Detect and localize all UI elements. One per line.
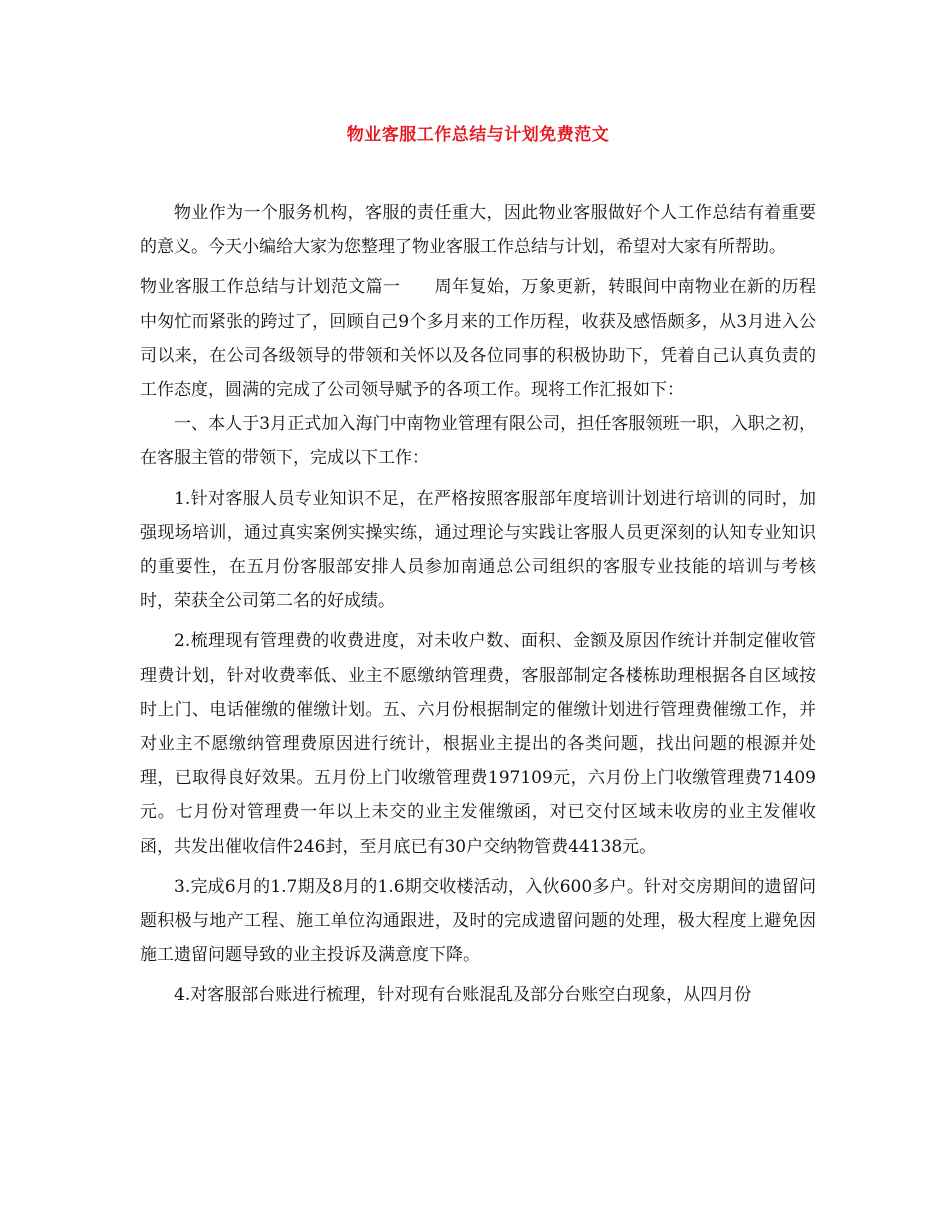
section-lead: 周年复始，万象更新，转眼间中南物业在新的历程中匆忙而紧张的跨过了，回顾自己9个多月来的工作历程，收获及感悟颇多，从3月进入公司以来，在公司各级领导的带领和关怀以及各位同事的积极协助下，凭着自己认真负责的工作态度，圆满的完成了公司领导赋予的各项工作。现将工作汇报如下： [140, 277, 817, 401]
section-paragraph [140, 270, 816, 407]
document-title: 物业客服工作总结与计划免费范文 [346, 125, 610, 145]
body-paragraph-2: 1.针对客服人员专业知识不足，在严格按照客服部年度培训计划进行培训的同时，加强现场培训，通过真实案例实操实练，通过理论与实践让客服人员更深刻的认知专业知识的重要性，在五月份客服部安排人员参加南通总公司组织的客服专业技能的培训与考核时，荣获全公司第二名的好成绩。 [140, 488, 816, 612]
body-paragraph-3: 2.梳理现有管理费的收费进度，对未收户数、面积、金额及原因作统计并制定催收管理费计划，针对收费率低、业主不愿缴纳管理费，客服部制定各楼栋助理根据各自区域按时上门、电话催缴的催缴计划。五、六月份根据制定的催缴计划进行管理费催缴工作，并对业主不愿缴纳管理费原因进行统计，根据业主提出的各类问题，找出问题的根源并处理，已取得良好效果。五月份上门收缴管理费197109元，六月份上门收缴管理费71409元。七月份对管理费一年以上未交的业主发催缴函，对已交付区域未收房的业主发催收函，共发出催收信件246封，至月底已有30户交纳物管费44138元。 [140, 631, 816, 857]
document-page [140, 118, 816, 1019]
section-heading: 物业客服工作总结与计划范文篇一 [140, 277, 401, 298]
body-paragraph-5: 4.对客服部台账进行梳理，针对现有台账混乱及部分台账空白现象，从四月份 [174, 985, 752, 1006]
body-paragraph-1: 一、本人于3月正式加入海门中南物业管理有限公司，担任客服领班一职，入职之初，在客服主管的带领下，完成以下工作： [140, 414, 816, 469]
intro-paragraph: 物业作为一个服务机构，客服的责任重大，因此物业客服做好个人工作总结有着重要的意义。今天小编给大家为您整理了物业客服工作总结与计划，希望对大家有所帮助。 [140, 203, 816, 258]
body-paragraph-4: 3.完成6月的1.7期及8月的1.6期交收楼活动，入伙600多户。针对交房期间的遗留问题积极与地产工程、施工单位沟通跟进，及时的完成遗留问题的处理，极大程度上避免因施工遗留问题导致的业主投诉及满意度下降。 [140, 876, 816, 966]
